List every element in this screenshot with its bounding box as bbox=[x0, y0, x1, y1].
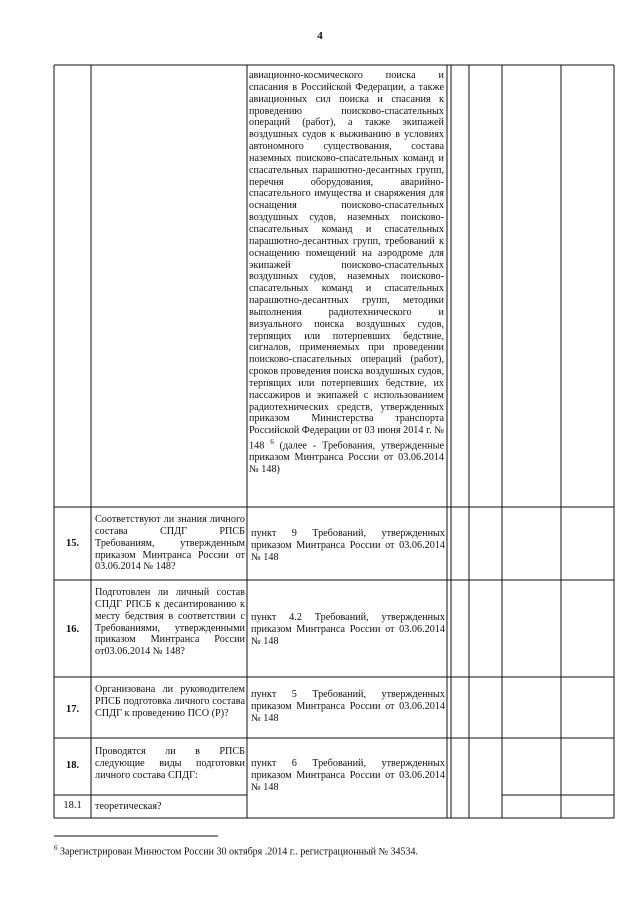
row-question: Соответствуют ли знания личного состава СПДГ РПСБ Требованиям, утвержденным приказом Минтранса России от 03.06.2014 № 148? bbox=[95, 514, 245, 573]
continuation-text-after: (далее - Требования, утвержденные приказом Минтранса России от 03.06.2014 № 148) bbox=[249, 440, 444, 476]
row-number: 16. bbox=[65, 624, 80, 635]
row-number: 18. bbox=[65, 760, 80, 771]
footnote-text: Зарегистрирован Минюстом России 30 октября .2014 г.. регистрационный № 34534. bbox=[60, 846, 419, 858]
row-reference: пункт 4.2 Требований, утвержденных приказом Минтранса России от 03.06.2014 № 148 bbox=[251, 612, 445, 647]
footnote-marker: 6 bbox=[54, 844, 58, 852]
row-number: 18.1 bbox=[63, 800, 82, 811]
row-reference: пункт 5 Требований, утвержденных приказом Минтранса России от 03.06.2014 № 148 bbox=[251, 689, 445, 724]
footnote-ref: 6 bbox=[270, 438, 274, 447]
continuation-requirement-text bbox=[249, 70, 444, 506]
continuation-text: авиационно-космического поиска и спасания в Российской Федерации, а также авиационных сил поиска и спасания к проведению поисково-спасательных операций (работ), а также экипажей воздушных судов к выживанию в условиях автономного существования, состава наземных поисково-спасательных команд и спасательных парашютно-десантных групп, перечня оборудования, аварийно-спасательного имущества и снаряжения для оснащения поисково-спасательных воздушных судов, наземных поисково-спасательных команд и спасательных парашютно-десантных групп, требований к оснащению помещений на аэродроме для экипажей поисково-спасательных воздушных судов, наземных поисково-спасательных команд и спасательных парашютно-десантных групп, методики выполнения радиотехнического и визуального поиска воздушных судов, терпящих или потерпевших бедствие, сигналов, применяемых при проведении поисково-спасательных операций (работ), сроков проведения поиска воздушных судов, терпящих или потерпевших бедствие, их пассажиров и экипажей с использованием радиотехнических средств, утвержденных приказом Министерства транспорта Российской Федерации от 03 июня 2014 г. № 148 bbox=[249, 70, 444, 452]
row-number: 17. bbox=[65, 704, 80, 715]
row-question: Организована ли руководителем РПСБ подготовка личного состава СПДГ к проведению ПСО (Р)? bbox=[95, 684, 245, 719]
row-reference: пункт 6 Требований, утвержденных приказом Минтранса России от 03.06.2014 № 148 bbox=[251, 758, 445, 793]
row-question: Подготовлен ли личный состав СПДГ РПСБ к десантированию к месту бедствия в соответствии с Требованиями, утвержденными приказом Минтранса России от03.06.2014 № 148? bbox=[95, 587, 245, 658]
row-number: 15. bbox=[65, 538, 80, 549]
page-number: 4 bbox=[317, 30, 323, 42]
footnote bbox=[54, 842, 614, 858]
row-reference: пункт 9 Требований, утвержденных приказом Минтранса России от 03.06.2014 № 148 bbox=[251, 528, 445, 563]
row-question: Проводятся ли в РПСБ следующие виды подготовки личного состава СПДГ: bbox=[95, 746, 245, 781]
row-question: теоретическая? bbox=[95, 801, 162, 812]
